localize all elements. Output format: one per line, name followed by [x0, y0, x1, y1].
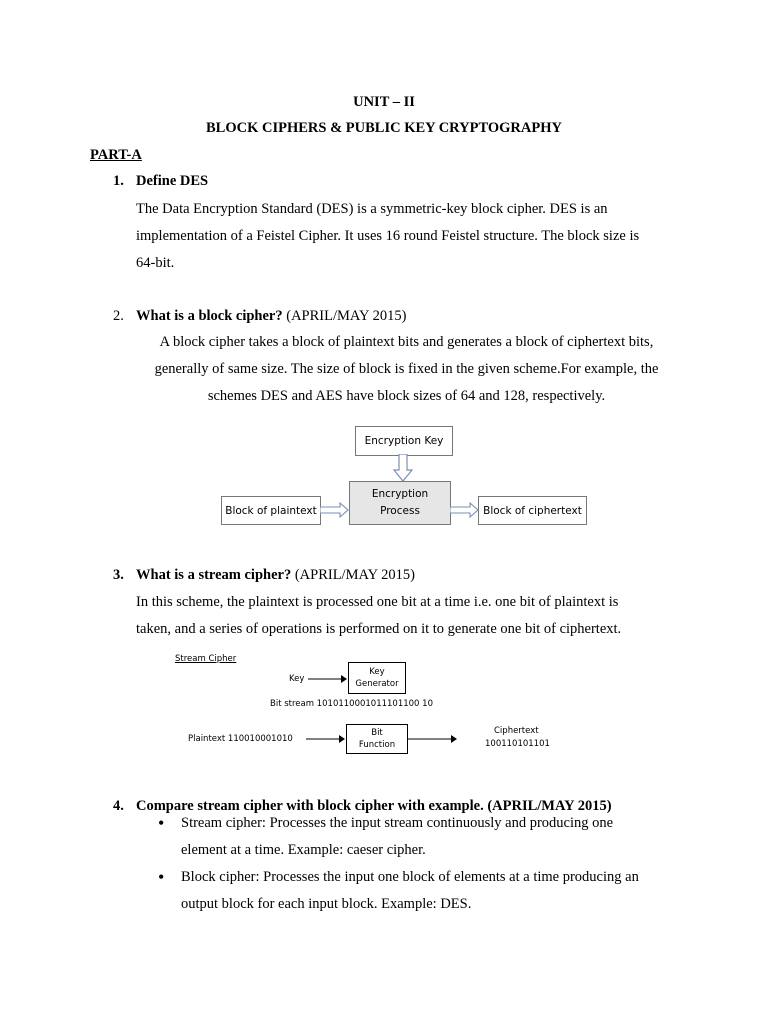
encryption-key-box: Encryption Key	[355, 426, 453, 456]
bullet-icon: •	[158, 813, 165, 833]
keygen-label-2: Generator	[355, 679, 399, 689]
q2-title: What is a block cipher?	[136, 308, 283, 324]
bit-function-box	[346, 724, 408, 754]
ciphertext-label: Ciphertext	[494, 726, 539, 736]
process-label-2: Process	[380, 505, 420, 517]
unit-heading: UNIT – II	[353, 94, 415, 110]
plaintext-label: Plaintext 110010001010	[188, 734, 293, 744]
keygen-label-1: Key	[369, 667, 385, 677]
bitfn-label-2: Function	[358, 740, 396, 750]
q3-line-1: In this scheme, the plaintext is processed one bit at a time i.e. one bit of plaintext is	[136, 594, 619, 610]
block-cipher-diagram	[215, 420, 595, 532]
plaintext-block-box: Block of plaintext	[221, 496, 321, 525]
process-label-1: Encryption	[371, 488, 429, 500]
q2-line-3: schemes DES and AES have block sizes of 64 and 128, respectively.	[207, 388, 606, 404]
q2-ref: (APRIL/MAY 2015)	[282, 308, 407, 324]
q1-number: 1.	[113, 173, 124, 189]
q3-title: What is a stream cipher?	[136, 567, 292, 583]
stream-cipher-diagram	[170, 648, 570, 760]
q3-number: 3.	[113, 567, 124, 583]
q4-number: 4.	[113, 798, 124, 814]
bullet-icon: •	[158, 867, 165, 887]
q4-bullet-2-line-1: Block cipher: Processes the input one block of elements at a time producing an	[181, 869, 639, 885]
ciphertext-value: 100110101101	[485, 739, 550, 749]
part-heading: PART-A	[90, 147, 142, 163]
q4-bullet-1-line-2: element at a time. Example: caeser cipher.	[181, 842, 426, 858]
key-generator-box	[348, 662, 406, 694]
q4-title: Compare stream cipher with block cipher with example. (APRIL/MAY 2015)	[136, 798, 612, 814]
stream-cipher-heading: Stream Cipher	[175, 654, 237, 664]
q2-line-2: generally of same size. The size of block is fixed in the given scheme.For example, the	[154, 361, 659, 377]
q1-line-2: implementation of a Feistel Cipher. It uses 16 round Feistel structure. The block size is	[136, 228, 640, 244]
arrow-right-icon	[306, 734, 346, 744]
q2-line-1: A block cipher takes a block of plaintext bits and generates a block of ciphertext bits,	[159, 334, 654, 350]
q2-number: 2.	[113, 308, 124, 324]
document-title: BLOCK CIPHERS & PUBLIC KEY CRYPTOGRAPHY	[206, 120, 562, 136]
q3-heading	[136, 567, 415, 584]
key-label: Key	[289, 674, 305, 684]
q1-line-3: 64-bit.	[136, 255, 175, 271]
q1-title: Define DES	[136, 173, 209, 189]
q3-line-2: taken, and a series of operations is performed on it to generate one bit of ciphertext.	[136, 621, 622, 637]
q1-line-1: The Data Encryption Standard (DES) is a symmetric-key block cipher. DES is an	[136, 201, 608, 217]
arrow-right-icon	[408, 734, 458, 744]
bitstream-label: Bit stream 1010110001011101100 10	[270, 699, 433, 709]
right-arrow-icon	[320, 502, 350, 518]
down-arrow-icon	[392, 454, 414, 482]
q3-ref: (APRIL/MAY 2015)	[291, 567, 415, 583]
right-arrow-icon	[450, 502, 480, 518]
q4-bullet-2-line-2: output block for each input block. Example: DES.	[181, 896, 472, 912]
ciphertext-block-box: Block of ciphertext	[478, 496, 587, 525]
encryption-process-box	[349, 481, 451, 525]
arrow-right-icon	[308, 674, 348, 684]
q2-heading	[136, 308, 406, 325]
q4-bullet-1-line-1: Stream cipher: Processes the input stream continuously and producing one	[181, 815, 614, 831]
bitfn-label-1: Bit	[371, 728, 383, 738]
